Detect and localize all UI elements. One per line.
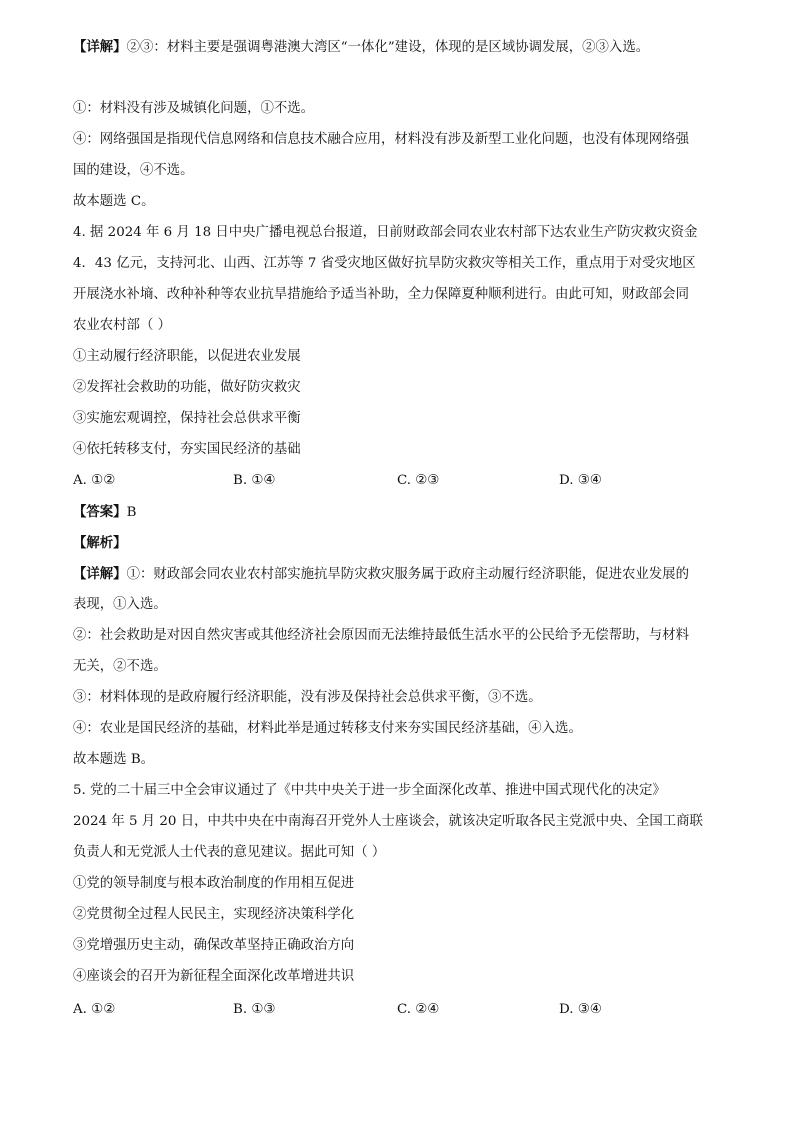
q4-conclusion: 故本题选 B。 [73,752,155,767]
q5-stem-line-2: 2024 年 5 月 20 日，中共中央在中南海召开党外人士座谈会，就该决定听取各民主党派中央、全国工商联 [73,814,703,829]
q4-analysis-tag: 【解析】 [73,535,127,551]
q4-options [73,471,733,491]
q5-stem-line-1: 5. 党的二十届三中全会审议通过了《中共中央关于进一步全面深化改革、推进中国式现代化的决定》 [73,783,666,798]
q4-detail-line-1b: 表现，①入选。 [73,597,167,612]
q5-option-b: B. ①③ [233,1002,276,1017]
q4-option-c: C. ②③ [397,473,440,488]
q4-answer: B [126,505,137,520]
q5-item-3: ③党增强历史主动，确保改革坚持正确政治方向 [73,938,355,953]
q4-item-3: ③实施宏观调控，保持社会总供求平衡 [73,411,301,426]
q5-options [73,1000,733,1020]
q4-stem-line-3: 开展浇水补墒、改种补种等农业抗旱措施给予适当补助，全力保障夏种顺利进行。由此可知，财政部会同 [73,287,689,302]
q4-option-d: D. ③④ [559,473,602,488]
q4-detail-line-2b: 无关，②不选。 [73,659,167,674]
q4-option-b: B. ①④ [233,473,276,488]
q4-stem-line-4: 农业农村部（ ） [73,318,171,333]
q4-answer-tag: 【答案】 [73,504,127,520]
q5-item-2: ②党贯彻全过程人民民主，实现经济决策科学化 [73,907,355,922]
q5-stem-line-3: 负责人和无党派人士代表的意见建议。据此可知（ ） [73,845,386,860]
q4-option-a: A. ①② [73,473,116,488]
q3-detail-line-3a: ④：网络强国是指现代信息网络和信息技术融合应用，材料没有涉及新型工业化问题，也没有体现网络强 [73,132,689,147]
q4-item-4: ④依托转移支付，夯实国民经济的基础 [73,442,301,457]
q4-answer-line [73,502,136,523]
q4-detail-line-3: ③：材料体现的是政府履行经济职能，没有涉及保持社会总供求平衡，③不选。 [73,690,542,705]
q5-option-d: D. ③④ [559,1002,602,1017]
q4-item-2: ②发挥社会救助的功能，做好防灾救灾 [73,380,301,395]
q3-detail-line-3b: 国的建设，④不选。 [73,163,194,178]
q3-detail-tag: 【详解】 [73,39,127,55]
q4-detail-line-4: ④：农业是国民经济的基础，材料此举是通过转移支付来夯实国民经济基础，④入选。 [73,721,582,736]
q4-detail-tag: 【详解】 [73,566,127,582]
q3-conclusion: 故本题选 C。 [73,194,155,209]
q5-option-c: C. ②④ [397,1002,440,1017]
q3-detail-line-2: ①：材料没有涉及城镇化问题，①不选。 [73,101,315,116]
q3-detail-line-1: 【详解】②③：材料主要是强调粤港澳大湾区“一体化”建设，体现的是区域协调发展，②③入选。 [73,39,650,55]
q4-stem-line-2: 4．43 亿元，支持河北、山西、江苏等 7 省受灾地区做好抗旱防灾救灾等相关工作，重点用于对受灾地区 [73,256,696,271]
q5-item-1: ①党的领导制度与根本政治制度的作用相互促进 [73,876,355,891]
q4-detail-line-2a: ②：社会救助是对因自然灾害或其他经济社会原因而无法维持最低生活水平的公民给予无偿帮助，与材料 [73,628,689,643]
q4-detail-line-1a: 【详解】①：财政部会同农业农村部实施抗旱防灾救灾服务属于政府主动履行经济职能，促进农业发展的 [73,566,689,582]
q5-item-4: ④座谈会的召开为新征程全面深化改革增进共识 [73,969,355,984]
q4-item-1: ①主动履行经济职能，以促进农业发展 [73,349,301,364]
q4-stem-line-1: 4. 据 2024 年 6 月 18 日中央广播电视总台报道，日前财政部会同农业农村部下达农业生产防灾救灾资金 [73,225,698,240]
q5-option-a: A. ①② [73,1002,116,1017]
